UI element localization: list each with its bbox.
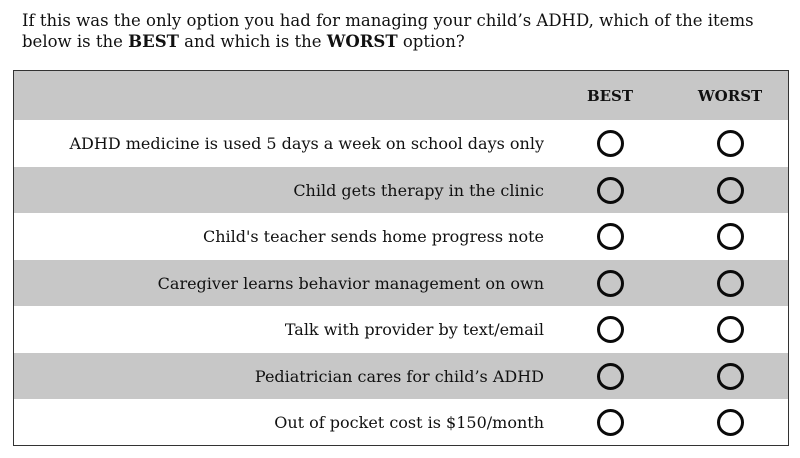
table-row xyxy=(14,399,788,446)
table-row xyxy=(14,260,788,306)
worst-radio-button[interactable] xyxy=(717,363,744,390)
worst-column-header: WORST xyxy=(697,86,763,105)
table-row xyxy=(14,306,788,353)
table-row xyxy=(14,167,788,213)
best-radio-button[interactable] xyxy=(597,130,624,157)
best-radio-button[interactable] xyxy=(597,316,624,343)
table-header xyxy=(14,71,788,120)
table-row xyxy=(14,213,788,260)
worst-radio-button[interactable] xyxy=(717,223,744,250)
worst-emphasis: WORST xyxy=(326,32,398,51)
worst-radio-button[interactable] xyxy=(717,130,744,157)
item-label: Talk with provider by text/email xyxy=(284,320,544,339)
worst-radio-button[interactable] xyxy=(717,316,744,343)
best-radio-button[interactable] xyxy=(597,223,624,250)
worst-radio-button[interactable] xyxy=(717,177,744,204)
table-row xyxy=(14,120,788,167)
best-radio-button[interactable] xyxy=(597,363,624,390)
table-row xyxy=(14,353,788,399)
best-emphasis: BEST xyxy=(128,32,179,51)
item-label: Out of pocket cost is $150/month xyxy=(274,413,544,432)
best-radio-button[interactable] xyxy=(597,409,624,436)
item-label: Pediatrician cares for child’s ADHD xyxy=(254,366,544,386)
best-radio-button[interactable] xyxy=(597,177,624,204)
item-label: Child's teacher sends home progress note xyxy=(202,227,544,246)
worst-radio-button[interactable] xyxy=(717,409,744,436)
item-label: Child gets therapy in the clinic xyxy=(293,180,544,200)
item-label: ADHD medicine is used 5 days a week on school days only xyxy=(69,134,544,153)
item-label: Caregiver learns behavior management on own xyxy=(157,273,544,293)
question-text: If this was the only option you had for managing your child’s ADHD, which of the items below is the BEST and which is the WORST option? xyxy=(22,11,754,51)
best-column-header: BEST xyxy=(586,86,634,105)
best-worst-table xyxy=(13,70,789,446)
best-radio-button[interactable] xyxy=(597,270,624,297)
worst-radio-button[interactable] xyxy=(717,270,744,297)
